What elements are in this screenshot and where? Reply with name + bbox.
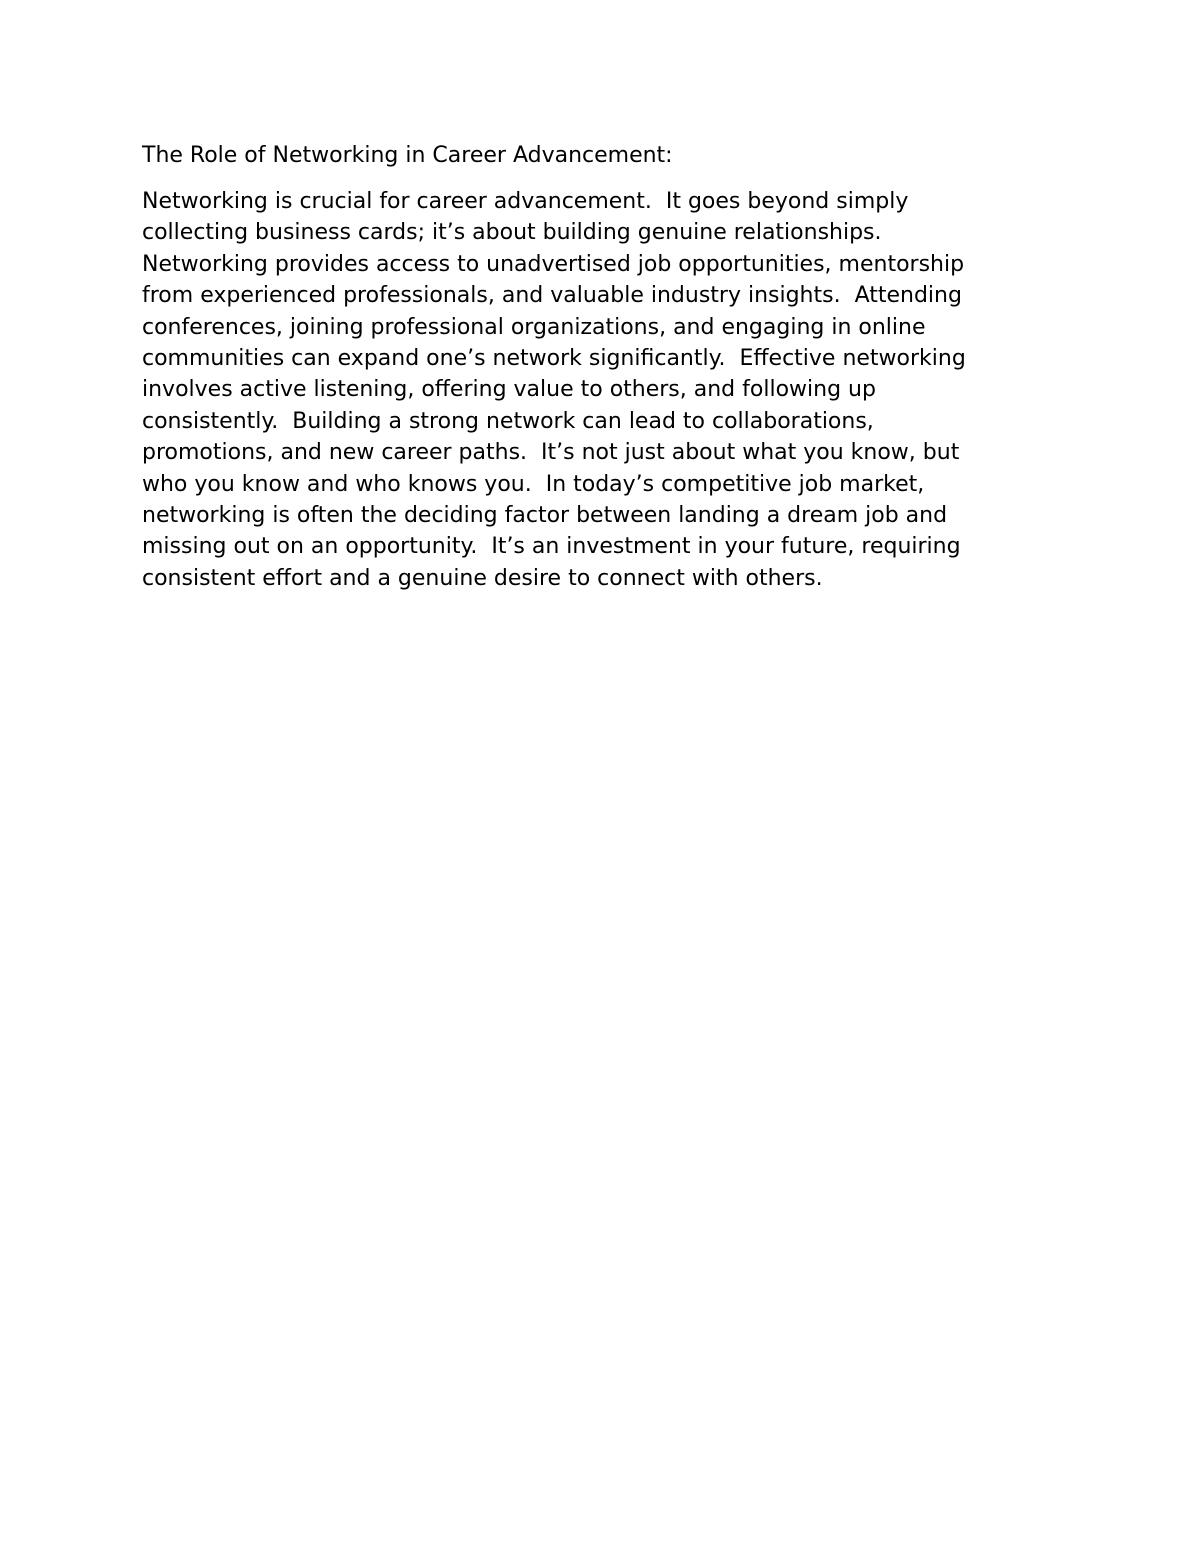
body-line: missing out on an opportunity. It’s an investment in your future, requiring [142, 534, 961, 560]
body-line: communities can expand one’s network significantly. Effective networking [142, 346, 966, 372]
body-line: from experienced professionals, and valuable industry insights. Attending [142, 283, 962, 309]
body-line: who you know and who knows you. In today’s competitive job market, [142, 471, 925, 497]
body-line: collecting business cards; it’s about building genuine relationships. [142, 220, 882, 246]
body-line: networking is often the deciding factor between landing a dream job and [142, 503, 948, 529]
body-line: promotions, and new career paths. It’s not just about what you know, but [142, 440, 960, 466]
body-line: consistent effort and a genuine desire to connect with others. [142, 565, 823, 591]
document-title: The Role of Networking in Career Advancement: [142, 143, 673, 168]
body-line: Networking is crucial for career advancement. It goes beyond simply [142, 189, 909, 214]
body-line: conferences, joining professional organizations, and engaging in online [142, 314, 926, 340]
body-line: Networking provides access to unadvertised job opportunities, mentorship [142, 251, 965, 277]
body-line: consistently. Building a strong network can lead to collaborations, [142, 408, 874, 434]
body-line: involves active listening, offering value to others, and following up [142, 377, 876, 403]
document-body [142, 186, 1042, 594]
document-content [142, 140, 1042, 594]
